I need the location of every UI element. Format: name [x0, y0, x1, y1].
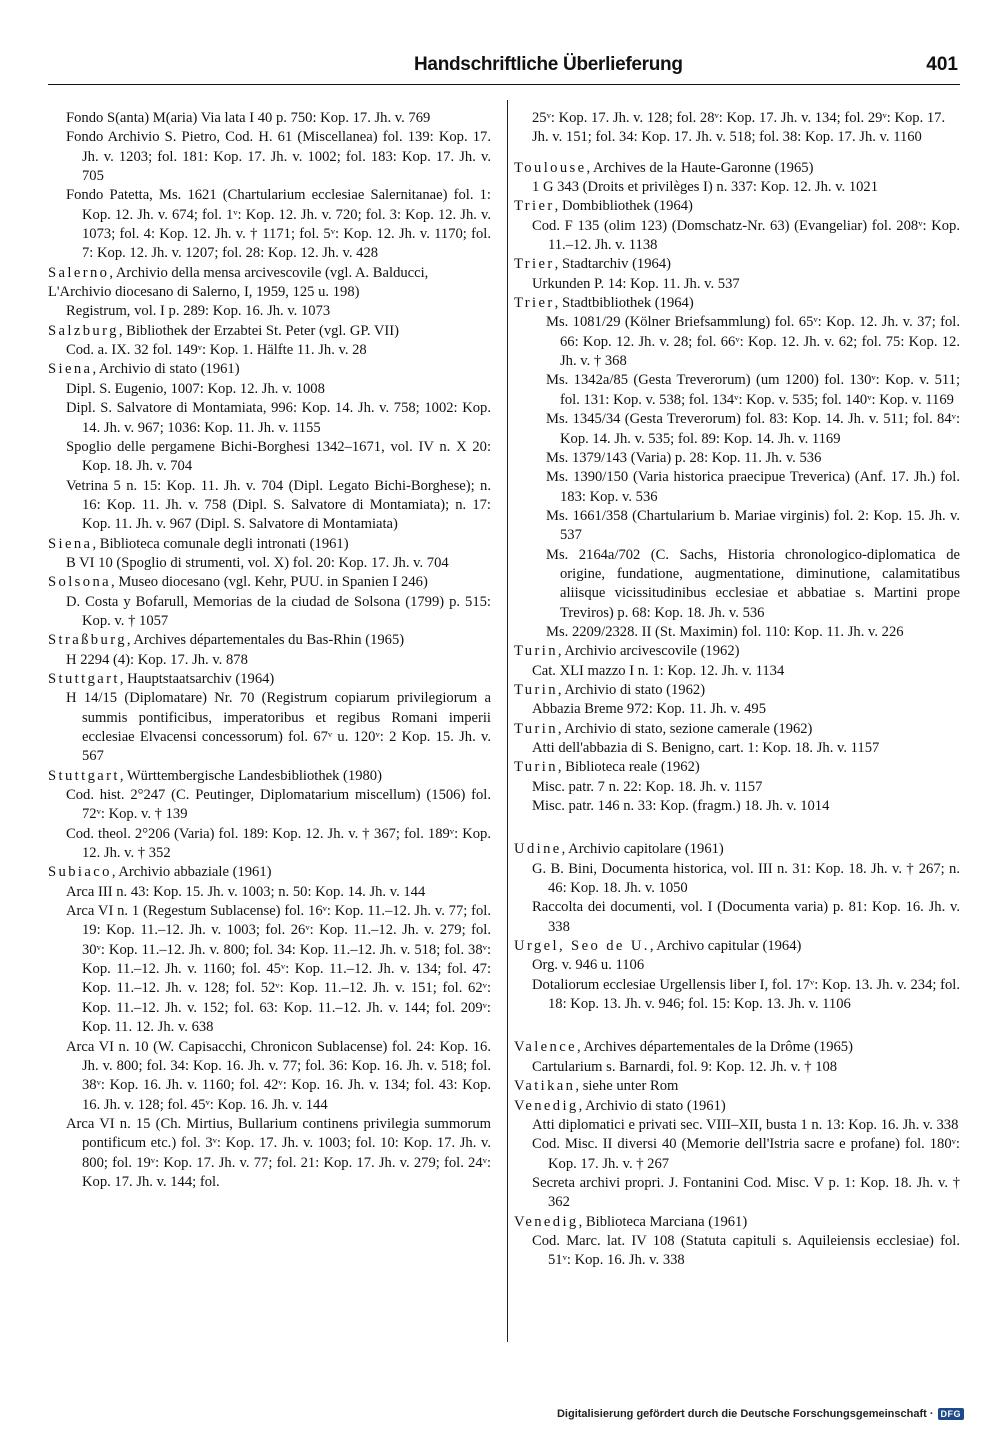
place-name: Turin — [514, 759, 558, 776]
archive-heading — [514, 720, 960, 739]
shelfmark-entry: Cod. a. IX. 32 fol. 149ᵛ: Kop. 1. Hälfte 11. Jh. v. 28 — [66, 342, 367, 359]
archive-name: , Archives départementales de la Drôme (1965) — [576, 1039, 853, 1056]
shelfmark-entry: Arca VI n. 15 (Ch. Mirtius, Bullarium continens privilegia summorum pontificum etc.) fol. 3ᵛ: Kop. 17. Jh. v. 1003; fol. 10: Kop. 17. Jh. v. 800; fol. 19ᵛ: Kop. 17. Jh. v. 77; fol. 21: Kop. 17. Jh. v. 279; fol. 24ᵛ: Kop. 17. Jh. v. 144; fol. — [66, 1115, 491, 1190]
shelfmark-entry: Dotaliorum ecclesiae Urgellensis liber I, fol. 17ᵛ: Kop. 13. Jh. v. 234; fol. 18: Kop. 13. Jh. v. 946; fol. 15: Kop. 13. Jh. v. 1106 — [532, 976, 960, 1013]
dfg-logo-icon: DFG — [938, 1408, 965, 1420]
shelfmark-entry: Ms. 1345/34 (Gesta Treverorum) fol. 83: Kop. 14. Jh. v. 511; fol. 84ᵛ: Kop. 14. Jh. v. 535; fol. 89: Kop. 14. Jh. v. 1169 — [546, 411, 960, 447]
shelfmark-entry: Registrum, vol. I p. 289: Kop. 16. Jh. v. 1073 — [66, 303, 331, 320]
archive-heading — [514, 294, 960, 313]
shelfmark-entry: Dipl. S. Salvatore di Montamiata, 996: Kop. 14. Jh. v. 758; 1002: Kop. 14. Jh. v. 967; 1036: Kop. 11. Jh. v. 1155 — [66, 400, 491, 436]
shelfmark-entry: Arca III n. 43: Kop. 15. Jh. v. 1003; n. 50: Kop. 14. Jh. v. 144 — [66, 883, 426, 900]
archive-name: , Archivio arcivescovile (1962) — [557, 643, 740, 660]
shelfmark-entry: Fondo Patetta, Ms. 1621 (Chartularium ecclesiae Salernitanae) fol. 1: Kop. 12. Jh. v. 674; fol. 1ᵛ: Kop. 12. Jh. v. 720; fol. 3: Kop. 12. Jh. v. 1073; fol. 4: Kop. 12. Jh. v. † 1171; fol. 5ᵛ: Kop. 12. Jh. v. 1170; fol. 7: Kop. 12. Jh. v. 1207; fol. 28: Kop. 12. Jh. v. 428 — [66, 187, 491, 262]
place-name: Turin — [514, 720, 558, 737]
shelfmark-entry: 1 G 343 (Droits et privilèges I) n. 337: Kop. 12. Jh. v. 1021 — [532, 179, 879, 196]
shelfmark-entry: H 14/15 (Diplomatare) Nr. 70 (Registrum copiarum privilegiorum a summis pontificibus, imperatoribus et regibus Romani imperii ecclesiae Elvacensi concessorum) fol. 67ᵛ u. 120ᵛ: 2 Kop. 15. Jh. v. 567 — [66, 690, 491, 765]
archive-heading — [48, 573, 491, 592]
archive-name: , Archivio capitolare (1961) — [561, 841, 724, 858]
archive-name: , Bibliothek der Erzabtei St. Peter (vgl. GP. VII) — [118, 322, 400, 339]
archive-name: , siehe unter Rom — [575, 1078, 679, 1095]
shelfmark-entry: Fondo S(anta) M(aria) Via lata I 40 p. 750: Kop. 17. Jh. v. 769 — [66, 110, 431, 126]
place-name: Toulouse — [514, 159, 587, 176]
place-name: Straßburg — [48, 632, 127, 649]
place-name: Stuttgart — [48, 670, 120, 687]
archive-name: , Biblioteca comunale degli intronati (1961) — [92, 535, 349, 552]
place-name: Venedig — [514, 1213, 579, 1230]
archive-name: , Museo diocesano (vgl. Kehr, PUU. in Spanien I 246) — [111, 574, 428, 591]
archive-name: , Dombibliothek (1964) — [554, 198, 693, 215]
shelfmark-entry: Cod. Misc. II diversi 40 (Memorie dell'Istria sacre e profane) fol. 180ᵛ: Kop. 17. Jh. v. † 267 — [532, 1136, 960, 1172]
shelfmark-entry: Urkunden P. 14: Kop. 11. Jh. v. 537 — [532, 275, 740, 292]
shelfmark-entry: Cod. Marc. lat. IV 108 (Statuta capituli s. Aquileiensis ecclesiae) fol. 51ᵛ: Kop. 16. Jh. v. 338 — [532, 1232, 960, 1269]
shelfmark-entry: Atti diplomatici e privati sec. VIII–XII, busta 1 n. 13: Kop. 16. Jh. v. 338 — [532, 1116, 959, 1133]
archive-heading — [48, 767, 491, 786]
shelfmark-entry: Org. v. 946 u. 1106 — [532, 957, 645, 974]
place-name: Salzburg — [48, 322, 119, 339]
continued-entry: 25ᵛ: Kop. 17. Jh. v. 128; fol. 28ᵛ: Kop. 17. Jh. v. 134; fol. 29ᵛ: Kop. 17. Jh. v. 151; fol. 34: Kop. 17. Jh. v. 518; fol. 38: Kop. 17. Jh. v. 1160 — [532, 110, 946, 146]
place-name: Vatikan — [514, 1078, 576, 1095]
archive-name: , Archivio di stato (1961) — [578, 1097, 726, 1114]
archive-heading — [514, 1097, 960, 1116]
left-column — [48, 109, 491, 1192]
archive-heading — [514, 1077, 960, 1096]
shelfmark-entry: Ms. 1661/358 (Chartularium b. Mariae virginis) fol. 2: Kop. 15. Jh. v. 537 — [546, 507, 960, 544]
archive-heading — [514, 937, 960, 956]
archive-name: , Stadtarchiv (1964) — [554, 256, 671, 273]
archive-heading — [48, 264, 491, 303]
shelfmark-entry: Ms. 1081/29 (Kölner Briefsammlung) fol. 65ᵛ: Kop. 12. Jh. v. 37; fol. 66: Kop. 12. Jh. v. 28; fol. 66ᵛ: Kop. 12. Jh. v. 62; fol. 75: Kop. 12. Jh. v. † 368 — [546, 314, 960, 370]
archive-name: , Archives de la Haute-Garonne (1965) — [586, 159, 814, 176]
column-divider — [507, 100, 508, 1342]
shelfmark-entry: Cartularium s. Barnardi, fol. 9: Kop. 12. Jh. v. † 108 — [532, 1058, 838, 1075]
place-name: Valence — [514, 1039, 577, 1056]
archive-heading — [48, 863, 491, 882]
archive-name: , Archivio di stato, sezione camerale (1962) — [557, 720, 813, 737]
archive-heading — [514, 642, 960, 661]
shelfmark-entry: Atti dell'abbazia di S. Benigno, cart. 1: Kop. 18. Jh. v. 1157 — [532, 740, 880, 756]
archive-heading — [514, 681, 960, 700]
place-name: Trier — [514, 256, 555, 273]
archive-name: , Stadtbibliothek (1964) — [554, 295, 694, 312]
page-header — [48, 52, 960, 85]
archive-heading — [514, 197, 960, 216]
shelfmark-entry: Fondo Archivio S. Pietro, Cod. H. 61 (Miscellanea) fol. 139: Kop. 17. Jh. v. 1203; fol. 181: Kop. 17. Jh. v. 1002; fol. 183: Kop. 17. Jh. v. 705 — [66, 129, 491, 185]
shelfmark-entry: Cod. hist. 2°247 (C. Peutinger, Diplomatarium miscellum) (1506) fol. 72ᵛ: Kop. v. † 139 — [66, 787, 491, 823]
shelfmark-entry: Ms. 1342a/85 (Gesta Treverorum) (um 1200) fol. 130ᵛ: Kop. v. 511; fol. 131: Kop. v. 538; fol. 134ᵛ: Kop. v. 535; fol. 140ᵛ: Kop. v. 1169 — [546, 372, 960, 408]
archive-heading — [514, 1213, 960, 1232]
archive-heading — [514, 758, 960, 777]
place-name: Urgel, Seo de U. — [514, 938, 650, 955]
shelfmark-entry: Misc. patr. 7 n. 22: Kop. 18. Jh. v. 1157 — [532, 778, 763, 795]
shelfmark-entry: H 2294 (4): Kop. 17. Jh. v. 878 — [66, 651, 248, 668]
shelfmark-entry: G. B. Bini, Documenta historica, vol. III n. 31: Kop. 18. Jh. v. † 267; n. 46: Kop. 18. Jh. v. 1050 — [532, 860, 960, 897]
archive-heading — [48, 631, 491, 650]
shelfmark-entry: Ms. 2164a/702 (C. Sachs, Historia chronologico-diplomatica de origine, fundatione, augmentatione, diminutione, calamitatibus aliisque vicissitudinibus ecclesiae et abbatiae s. Martini prope Treviros) p. 68: Kop. 18. Jh. v. 536 — [546, 546, 960, 621]
right-column — [514, 109, 960, 1271]
place-name: Turin — [514, 643, 558, 660]
archive-heading — [514, 1038, 960, 1057]
archive-name: , Archivio abbaziale (1961) — [111, 864, 272, 881]
page-number: 401 — [926, 54, 958, 75]
shelfmark-entry: Spoglio delle pergamene Bichi-Borghesi 1342–1671, vol. IV n. X 20: Kop. 18. Jh. v. 704 — [66, 438, 491, 475]
archive-name: , Württembergische Landesbibliothek (1980) — [119, 767, 382, 784]
archive-heading — [48, 360, 491, 379]
archive-name: , Archivo capitular (1964) — [649, 938, 802, 955]
shelfmark-entry: Misc. patr. 146 n. 33: Kop. (fragm.) 18. Jh. v. 1014 — [532, 798, 830, 815]
shelfmark-entry: Abbazia Breme 972: Kop. 11. Jh. v. 495 — [532, 701, 766, 718]
archive-name: , Biblioteca Marciana (1961) — [578, 1213, 748, 1230]
archive-heading — [48, 535, 491, 554]
shelfmark-entry: Ms. 1390/150 (Varia historica praecipue Treverica) (Anf. 17. Jh.) fol. 183: Kop. v. 536 — [546, 469, 960, 505]
archive-name: , Biblioteca reale (1962) — [557, 759, 700, 776]
archive-heading — [514, 255, 960, 274]
archive-name: , Archivio di stato (1961) — [92, 361, 240, 378]
shelfmark-entry: Cod. F 135 (olim 123) (Domschatz-Nr. 63) (Evangeliar) fol. 208ᵛ: Kop. 11.–12. Jh. v. 1138 — [532, 217, 960, 254]
shelfmark-entry: Ms. 1379/143 (Varia) p. 28: Kop. 11. Jh. v. 536 — [546, 449, 822, 466]
place-name: Trier — [514, 198, 555, 215]
place-name: Udine — [514, 841, 562, 858]
shelfmark-entry: Cod. theol. 2°206 (Varia) fol. 189: Kop. 12. Jh. v. † 367; fol. 189ᵛ: Kop. 12. Jh. v. † 352 — [66, 825, 491, 862]
shelfmark-entry: Dipl. S. Eugenio, 1007: Kop. 12. Jh. v. 1008 — [66, 380, 325, 397]
shelfmark-entry: Ms. 2209/2328. II (St. Maximin) fol. 110: Kop. 11. Jh. v. 226 — [546, 623, 904, 640]
running-title: Handschriftliche Überlieferung — [414, 54, 683, 75]
shelfmark-entry: Secreta archivi propri. J. Fontanini Cod. Misc. V p. 1: Kop. 18. Jh. v. † 362 — [532, 1174, 960, 1211]
place-name: Trier — [514, 295, 555, 312]
archive-name: , Hauptstaatsarchiv (1964) — [119, 670, 275, 687]
place-name: Solsona — [48, 574, 112, 591]
shelfmark-entry: Arca VI n. 10 (W. Capisacchi, Chronicon Sublacense) fol. 24: Kop. 16. Jh. v. 800; fol. 34: Kop. 16. Jh. v. 77; fol. 36: Kop. 16. Jh. v. 518; fol. 38ᵛ: Kop. 16. Jh. v. 1160; fol. 42ᵛ: Kop. 16. Jh. v. 134; fol. 43: Kop. 16. Jh. v. 128; fol. 45ᵛ: Kop. 16. Jh. v. 144 — [66, 1038, 491, 1113]
place-name: Turin — [514, 681, 558, 698]
place-name: Salerno — [48, 264, 110, 281]
archive-heading — [48, 322, 491, 341]
archive-name: , Archives départementales du Bas-Rhin (1965) — [126, 632, 405, 649]
archive-heading — [514, 159, 960, 178]
archive-heading — [48, 670, 491, 689]
place-name: Siena — [48, 361, 93, 378]
shelfmark-entry: Vetrina 5 n. 15: Kop. 11. Jh. v. 704 (Dipl. Legato Bichi-Borghese); n. 16: Kop. 11. Jh. v. 758 (Dipl. S. Salvatore di Montamiata); n. 17: Kop. 11. Jh. v. 967 (Dipl. S. Salvatore di Montamiata) — [66, 477, 491, 533]
place-name: Stuttgart — [48, 767, 120, 784]
place-name: Siena — [48, 535, 93, 552]
place-name: Subiaco — [48, 864, 112, 881]
shelfmark-entry: Cat. XLI mazzo I n. 1: Kop. 12. Jh. v. 1134 — [532, 662, 785, 679]
archive-name: , Archivio della mensa arcivescovile (vgl. A. Balducci, L'Archivio diocesano di Salerno, I, 1959, 125 u. 198) — [48, 264, 429, 301]
archive-name: , Archivio di stato (1962) — [557, 681, 706, 698]
shelfmark-entry: Arca VI n. 1 (Regestum Sublacense) fol. 16ᵛ: Kop. 11.–12. Jh. v. 77; fol. 19: Kop. 11.–12. Jh. v. 1003; fol. 26ᵛ: Kop. 11.–12. Jh. v. 279; fol. 30ᵛ: Kop. 11.–12. Jh. v. 800; fol. 34: Kop. 11.–12. Jh. v. 518; fol. 38ᵛ: Kop. 11.–12. Jh. v. 1160; fol. 45ᵛ: Kop. 11.–12. Jh. v. 134; fol. 47: Kop. 11.–12. Jh. v. 128; fol. 52ᵛ: Kop. 11.–12. Jh. v. 151; fol. 62ᵛ: Kop. 11.–12. Jh. v. 152; fol. 63: Kop. 11.–12. Jh. v. 144; fol. 209ᵛ: Kop. 11. 12. Jh. v. 638 — [66, 903, 491, 1036]
shelfmark-entry: Raccolta dei documenti, vol. I (Documenta varia) p. 81: Kop. 16. Jh. v. 338 — [532, 899, 960, 935]
shelfmark-entry: B VI 10 (Spoglio di strumenti, vol. X) fol. 20: Kop. 17. Jh. v. 704 — [66, 554, 449, 571]
shelfmark-entry: D. Costa y Bofarull, Memorias de la ciudad de Solsona (1799) p. 515: Kop. v. † 1057 — [66, 593, 491, 629]
footer-credit: Digitalisierung gefördert durch die Deutsche Forschungsgemeinschaft · — [556, 1408, 934, 1420]
place-name: Venedig — [514, 1097, 579, 1114]
archive-heading — [514, 840, 960, 859]
footer — [557, 1408, 964, 1420]
